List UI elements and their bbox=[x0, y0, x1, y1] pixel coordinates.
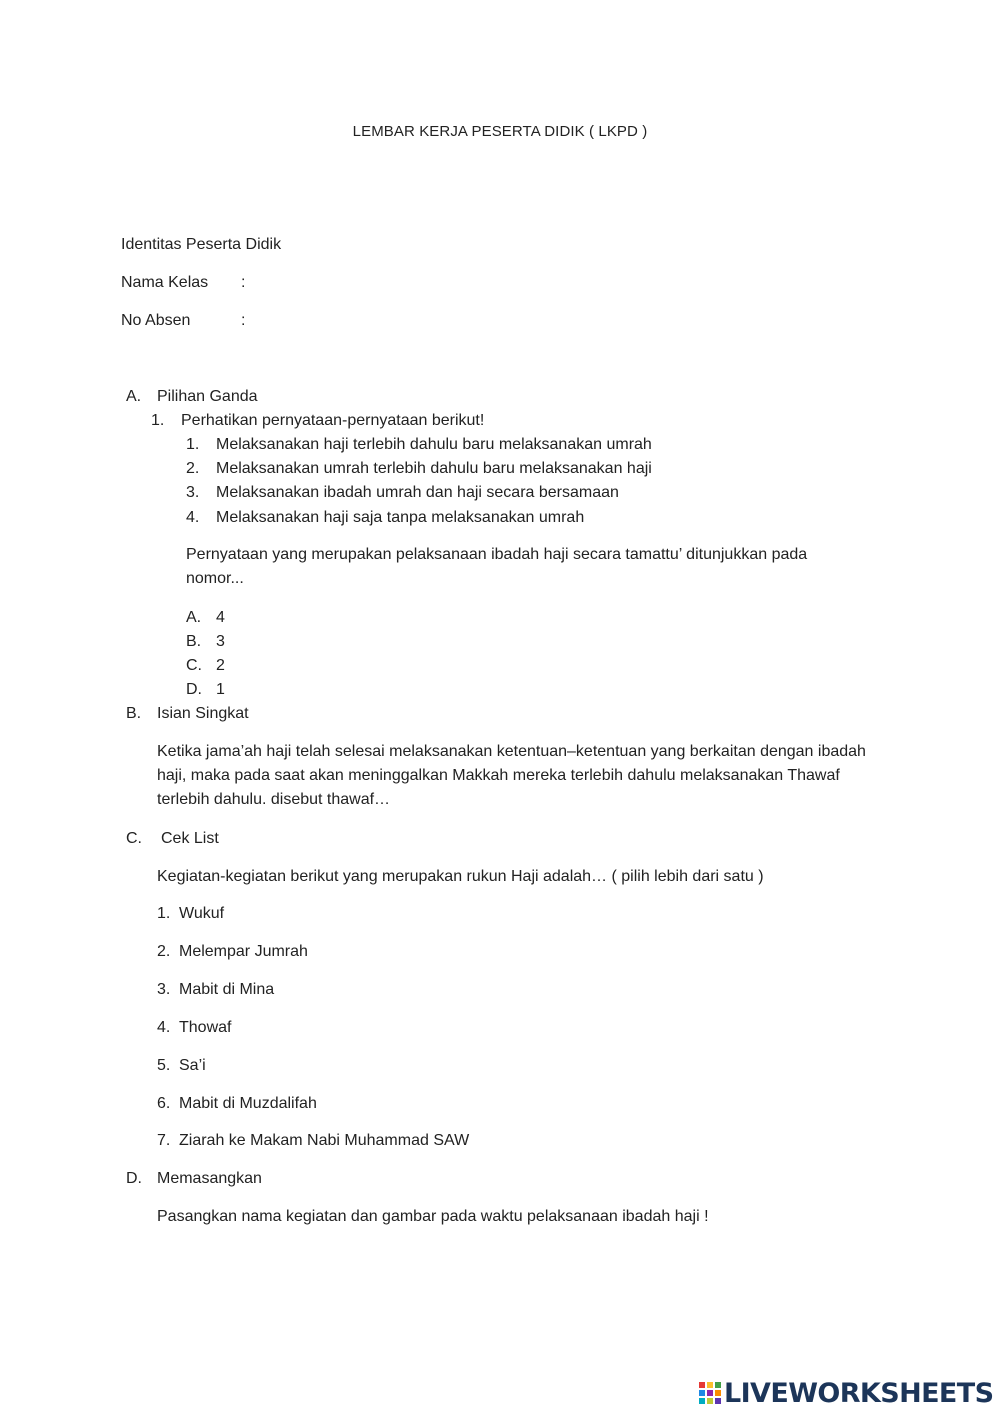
section-c-prompt: Kegiatan-kegiatan berikut yang merupakan rukun Haji adalah… ( pilih lebih dari satu ) bbox=[157, 868, 764, 885]
logo-mark-cell bbox=[714, 1397, 722, 1405]
section-d-marker: D. bbox=[126, 1170, 142, 1187]
statement-text: Melaksanakan umrah terlebih dahulu baru melaksanakan haji bbox=[216, 460, 652, 477]
statement-number: 4. bbox=[186, 509, 200, 526]
section-c-marker: C. bbox=[126, 830, 142, 847]
liveworksheets-logo[interactable] bbox=[698, 1377, 993, 1409]
logo-mark-cell bbox=[714, 1389, 722, 1397]
field-label-absen: No Absen bbox=[121, 312, 191, 329]
section-b-text: Ketika jama’ah haji telah selesai melaksanakan ketentuan–ketentuan yang berkaitan dengan ibadah haji, maka pada saat akan meninggalkan Makkah mereka terlebih dahulu melaksanakan Thawaf terlebih dahulu. disebut thawaf… bbox=[157, 743, 866, 808]
statement-text: Melaksanakan haji saja tanpa melaksanakan umrah bbox=[216, 509, 585, 526]
checklist-number: 6. bbox=[157, 1095, 171, 1112]
option-value[interactable]: 4 bbox=[216, 609, 225, 626]
statement-number: 2. bbox=[186, 460, 200, 477]
logo-mark-cell bbox=[706, 1389, 714, 1397]
option-value[interactable]: 2 bbox=[216, 657, 225, 674]
option-value[interactable]: 1 bbox=[216, 681, 225, 698]
page-title: LEMBAR KERJA PESERTA DIDIK ( LKPD ) bbox=[352, 123, 648, 140]
checklist-number: 3. bbox=[157, 981, 171, 998]
option-letter: A. bbox=[186, 609, 202, 626]
statement-text: Melaksanakan haji terlebih dahulu baru melaksanakan umrah bbox=[216, 436, 652, 453]
logo-mark-cell bbox=[706, 1397, 714, 1405]
section-a-title: Pilihan Ganda bbox=[157, 388, 258, 405]
option-letter: D. bbox=[186, 681, 202, 698]
checklist-number: 7. bbox=[157, 1132, 171, 1149]
field-separator: : bbox=[241, 312, 246, 329]
question-number: 1. bbox=[151, 412, 165, 429]
liveworksheets-mark-icon bbox=[698, 1381, 722, 1405]
checklist-number: 4. bbox=[157, 1019, 171, 1036]
identity-heading: Identitas Peserta Didik bbox=[121, 236, 282, 253]
section-d-prompt: Pasangkan nama kegiatan dan gambar pada waktu pelaksanaan ibadah haji ! bbox=[157, 1208, 709, 1225]
section-b-title: Isian Singkat bbox=[157, 705, 249, 722]
logo-mark-cell bbox=[714, 1381, 722, 1389]
logo-mark-cell bbox=[698, 1397, 706, 1405]
field-separator: : bbox=[241, 274, 246, 291]
statement-number: 3. bbox=[186, 484, 200, 501]
checklist-number: 1. bbox=[157, 905, 171, 922]
checklist-item[interactable]: Ziarah ke Makam Nabi Muhammad SAW bbox=[179, 1132, 470, 1149]
checklist-item[interactable]: Sa’i bbox=[179, 1057, 206, 1074]
checklist-item[interactable]: Mabit di Mina bbox=[179, 981, 275, 998]
option-letter: C. bbox=[186, 657, 202, 674]
option-letter: B. bbox=[186, 633, 202, 650]
checklist-item[interactable]: Mabit di Muzdalifah bbox=[179, 1095, 317, 1112]
question-text: Perhatikan pernyataan-pernyataan berikut! bbox=[181, 412, 485, 429]
checklist-number: 5. bbox=[157, 1057, 171, 1074]
checklist-item[interactable]: Thowaf bbox=[179, 1019, 232, 1036]
question-prompt: Pernyataan yang merupakan pelaksanaan ibadah haji secara tamattu’ ditunjukkan pada nomor... bbox=[186, 546, 808, 587]
logo-mark-cell bbox=[698, 1381, 706, 1389]
section-b-marker: B. bbox=[126, 705, 142, 722]
checklist-item[interactable]: Melempar Jumrah bbox=[179, 943, 308, 960]
statement-number: 1. bbox=[186, 436, 200, 453]
section-a-marker: A. bbox=[126, 388, 142, 405]
logo-mark-cell bbox=[698, 1389, 706, 1397]
checklist-number: 2. bbox=[157, 943, 171, 960]
logo-mark-cell bbox=[706, 1381, 714, 1389]
checklist-item[interactable]: Wukuf bbox=[179, 905, 225, 922]
option-value[interactable]: 3 bbox=[216, 633, 225, 650]
section-d-title: Memasangkan bbox=[157, 1170, 262, 1187]
liveworksheets-wordmark: LIVEWORKSHEETS bbox=[724, 1377, 994, 1409]
section-c-title: Cek List bbox=[161, 830, 219, 847]
statement-text: Melaksanakan ibadah umrah dan haji secara bersamaan bbox=[216, 484, 619, 501]
field-label-class: Nama Kelas bbox=[121, 274, 209, 291]
